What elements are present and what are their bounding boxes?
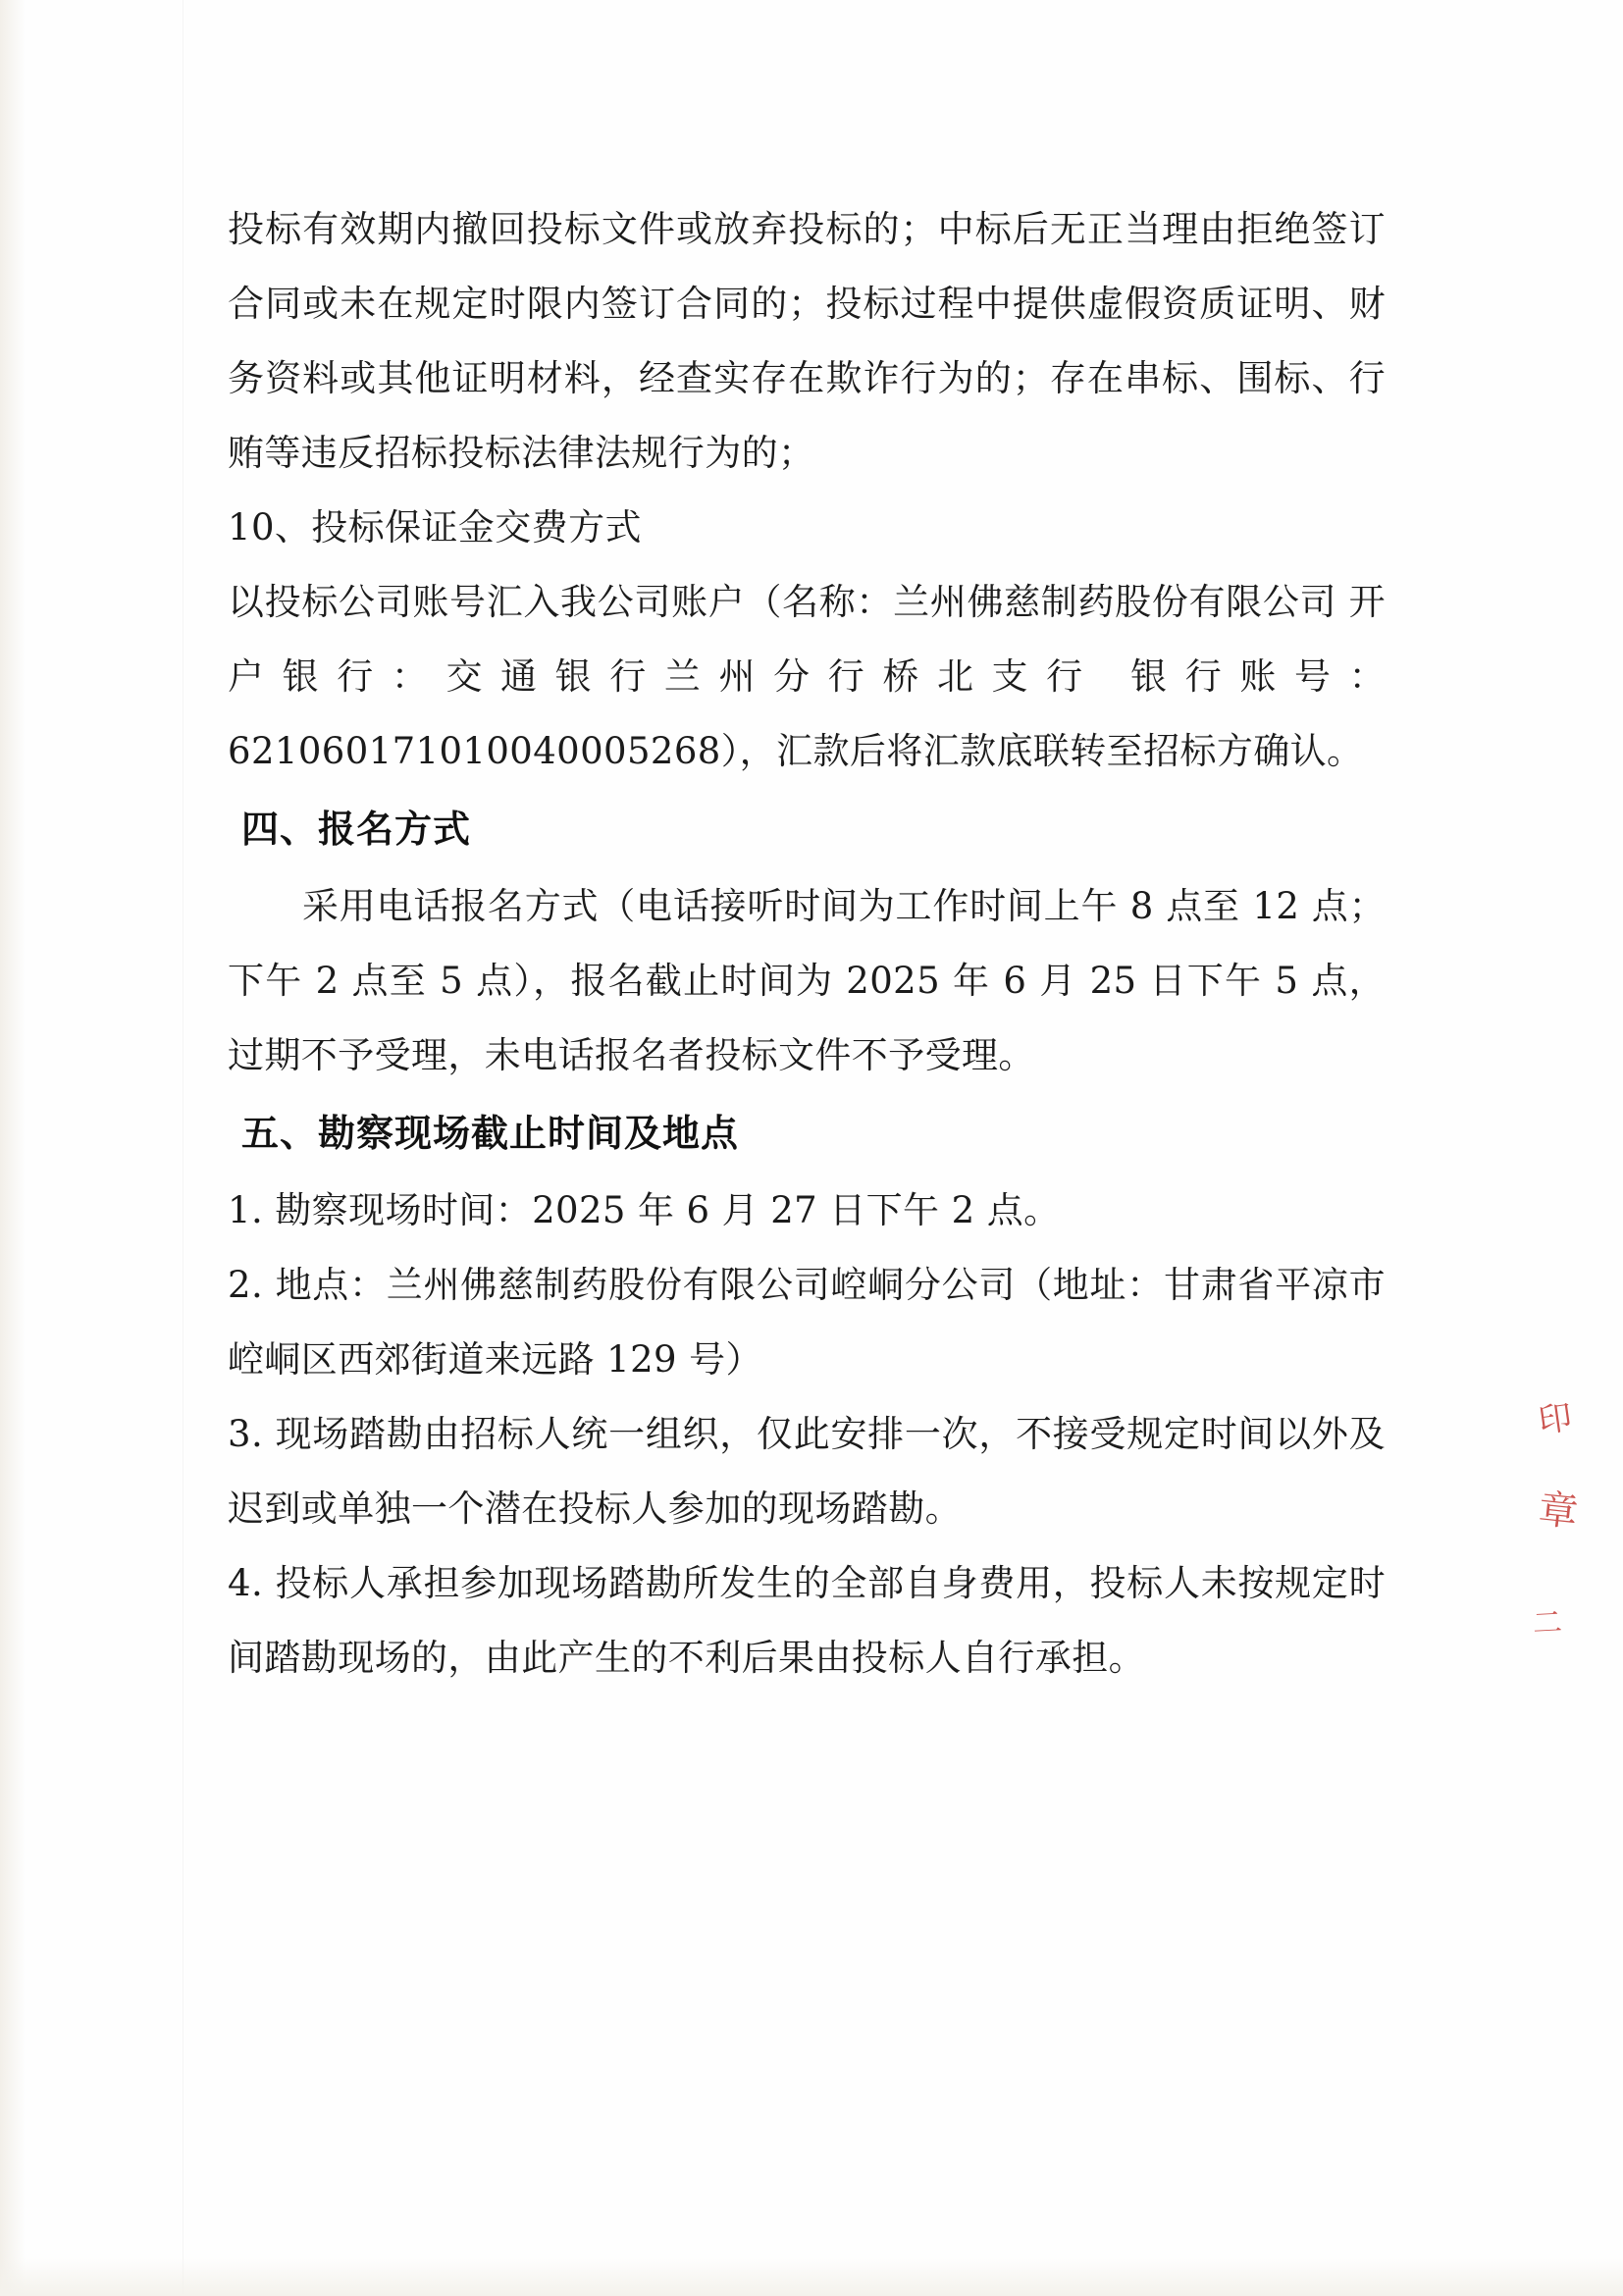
section-heading-four: 四、报名方式: [241, 808, 472, 851]
list-item-survey-organization: 3. 现场踏勘由招标人统一组织，仅此安排一次，不接受规定时间以外及迟到或单独一个潜在投标人参加的现场踏勘。: [228, 1413, 1386, 1530]
paragraph-clause9-continued: 投标有效期内撤回投标文件或放弃投标的；中标后无正当理由拒绝签订合同或未在规定时限内签订合同的；投标过程中提供虚假资质证明、财务资料或其他证明材料，经查实存在欺诈行为的；存在串标、围标、行贿等违反招标投标法律法规行为的；: [228, 208, 1386, 474]
section-heading-five: 五、勘察现场截止时间及地点: [241, 1112, 740, 1155]
paragraph-item10-body: 以投标公司账号汇入我公司账户（名称：兰州佛慈制药股份有限公司 开户银行：交通银行兰州分行桥北支行 银行账号：621060171010040005268），汇款后将汇款底联转至招标方确认。: [228, 581, 1386, 772]
paragraph-section-four-body: 采用电话报名方式（电话接听时间为工作时间上午 8 点至 12 点；下午 2 点至 5 点），报名截止时间为 2025 年 6 月 25 日下午 5 点，过期不予受理，未电话报名者投标文件不予受理。: [228, 885, 1386, 1076]
seal-stamp-mark-bottom: 二: [1532, 1605, 1563, 1642]
list-item-survey-time: 1. 勘察现场时间：2025 年 6 月 27 日下午 2 点。: [228, 1189, 1061, 1231]
paragraph-item10-title: 10、投标保证金交费方式: [228, 506, 642, 548]
list-item-survey-cost: 4. 投标人承担参加现场踏勘所发生的全部自身费用，投标人未按规定时间踏勘现场的，由此产生的不利后果由投标人自行承担。: [228, 1562, 1386, 1679]
list-item-survey-location: 2. 地点：兰州佛慈制药股份有限公司崆峒分公司（地址：甘肃省平凉市崆峒区西郊街道来远路 129 号）: [228, 1264, 1386, 1381]
scan-edge-shadow-left: [0, 0, 26, 2296]
document-body: [228, 192, 1386, 1696]
seal-stamp-mark-top: 印: [1536, 1398, 1571, 1441]
scan-edge-shadow-bottom: [0, 2257, 1623, 2296]
seal-stamp-mark-middle: 章: [1536, 1487, 1575, 1536]
